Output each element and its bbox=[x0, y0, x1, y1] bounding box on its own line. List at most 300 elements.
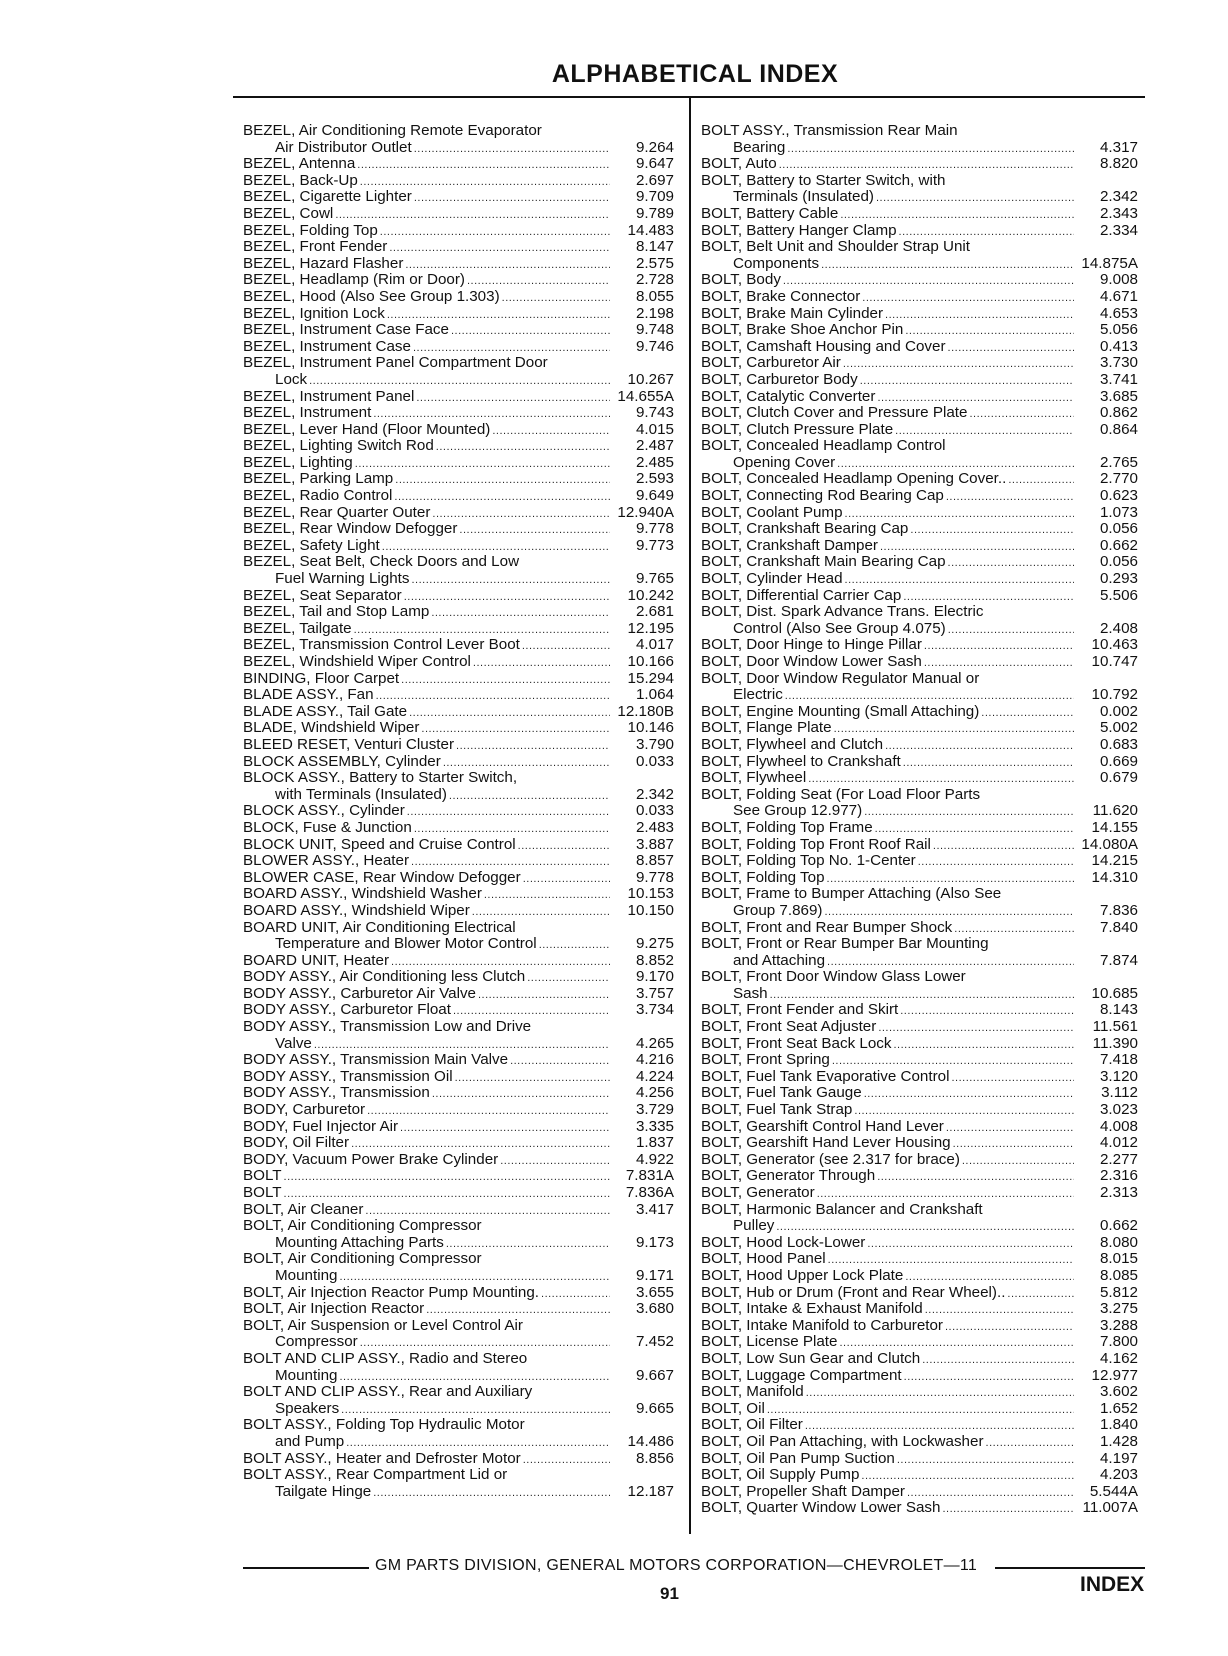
footer-rule-left bbox=[243, 1567, 369, 1569]
entry-name: BOLT, Front Spring bbox=[701, 1051, 830, 1069]
footer-text: GM PARTS DIVISION, GENERAL MOTORS CORPORATION—CHEVROLET—11 bbox=[375, 1557, 978, 1574]
index-entry bbox=[701, 1152, 1138, 1169]
entry-name-continued: Sash bbox=[733, 984, 768, 1002]
index-entry bbox=[701, 438, 1138, 471]
entry-name-continued: with Terminals (Insulated) bbox=[275, 785, 447, 803]
entry-page-ref: 2.277 bbox=[1099, 1150, 1138, 1168]
index-entry bbox=[701, 405, 1138, 422]
index-entry bbox=[701, 604, 1138, 637]
entry-page-ref: 0.056 bbox=[1099, 553, 1138, 571]
entry-page-ref: 3.023 bbox=[1099, 1101, 1138, 1119]
entry-name: BOLT, Carburetor Air bbox=[701, 354, 841, 372]
entry-page-ref: 10.146 bbox=[627, 719, 674, 737]
index-entry bbox=[701, 637, 1138, 654]
entry-page-ref: 2.728 bbox=[635, 271, 674, 289]
entry-page-ref: 2.681 bbox=[635, 603, 674, 621]
column-divider bbox=[689, 97, 691, 1534]
entry-page-ref: 3.757 bbox=[635, 984, 674, 1002]
entry-name: BOLT, Frame to Bumper Attaching (Also See bbox=[701, 885, 1002, 903]
entry-page-ref: 14.310 bbox=[1091, 868, 1138, 886]
index-entry bbox=[701, 372, 1138, 389]
entry-page-ref: 0.669 bbox=[1099, 752, 1138, 770]
entry-page-ref: 1.073 bbox=[1099, 503, 1138, 521]
index-entry bbox=[701, 554, 1138, 571]
index-entry bbox=[243, 1102, 674, 1119]
entry-page-ref: 9.746 bbox=[635, 337, 674, 355]
entry-name: BOLT, Front Seat Adjuster bbox=[701, 1018, 877, 1036]
index-entry bbox=[701, 389, 1138, 406]
entry-name: BOLT bbox=[243, 1167, 282, 1185]
index-entry bbox=[701, 870, 1138, 887]
dot-leader bbox=[455, 1069, 610, 1087]
entry-page-ref: 11.620 bbox=[1092, 802, 1138, 820]
entry-name: BOLT, Clutch Cover and Pressure Plate bbox=[701, 404, 968, 422]
entry-page-ref: 3.655 bbox=[635, 1283, 674, 1301]
entry-page-ref: 10.685 bbox=[1091, 984, 1138, 1002]
entry-page-ref: 2.198 bbox=[635, 304, 674, 322]
dot-leader bbox=[825, 903, 1075, 921]
entry-name: BLOCK ASSY., Cylinder bbox=[243, 802, 405, 820]
entry-page-ref: 8.852 bbox=[635, 951, 674, 969]
dot-leader bbox=[432, 1085, 610, 1103]
entry-name: BOLT, Propeller Shaft Damper bbox=[701, 1482, 905, 1500]
entry-name: BOLT, Front Fender and Skirt bbox=[701, 1001, 899, 1019]
dot-leader bbox=[346, 1434, 610, 1452]
entry-name: BEZEL, Folding Top bbox=[243, 221, 378, 239]
dot-leader bbox=[431, 604, 610, 622]
dot-leader bbox=[541, 1285, 610, 1303]
entry-name: BOLT, Generator Through bbox=[701, 1167, 876, 1185]
entry-name: BOLT, Carburetor Body bbox=[701, 370, 858, 388]
entry-name-continued: Group 7.869) bbox=[733, 901, 823, 919]
dot-leader bbox=[854, 1102, 1074, 1120]
entry-name: BLOCK, Fuse & Junction bbox=[243, 818, 412, 836]
entry-page-ref: 7.836 bbox=[1099, 901, 1138, 919]
entry-name-continued: Electric bbox=[733, 686, 783, 704]
entry-name: BEZEL, Headlamp (Rim or Door) bbox=[243, 271, 465, 289]
entry-name: BODY ASSY., Transmission Oil bbox=[243, 1067, 453, 1085]
index-entry bbox=[243, 223, 674, 240]
entry-name: BODY, Oil Filter bbox=[243, 1134, 350, 1152]
entry-name: BINDING, Floor Carpet bbox=[243, 669, 400, 687]
entry-page-ref: 2.487 bbox=[635, 437, 674, 455]
entry-name: BOLT, Hood Lock-Lower bbox=[701, 1233, 866, 1251]
entry-name: BOLT, Folding Seat (For Load Floor Parts bbox=[701, 785, 981, 803]
index-entry bbox=[243, 322, 674, 339]
entry-name: BOLT, Fuel Tank Evaporative Control bbox=[701, 1067, 950, 1085]
entry-page-ref: 2.485 bbox=[635, 453, 674, 471]
entry-page-ref: 5.506 bbox=[1099, 586, 1138, 604]
entry-name: BOLT, Folding Top No. 1-Center bbox=[701, 852, 916, 870]
entry-name: BOLT, Gearshift Control Hand Lever bbox=[701, 1117, 944, 1135]
index-entry bbox=[701, 422, 1138, 439]
dot-leader bbox=[416, 389, 610, 407]
index-entry bbox=[243, 488, 674, 505]
dot-leader bbox=[1008, 471, 1074, 489]
entry-name: BEZEL, Front Fender bbox=[243, 238, 388, 256]
index-entry bbox=[701, 1268, 1138, 1285]
entry-name: BOLT, Connecting Rod Bearing Cap bbox=[701, 487, 944, 505]
entry-name-continued: Compressor bbox=[275, 1333, 358, 1351]
index-entry bbox=[243, 886, 674, 903]
entry-name: BEZEL, Instrument Panel Compartment Door bbox=[243, 354, 548, 372]
entry-page-ref: 0.662 bbox=[1099, 1217, 1138, 1235]
entry-name: BOLT, Oil Filter bbox=[701, 1416, 803, 1434]
index-entry bbox=[701, 289, 1138, 306]
index-entry bbox=[701, 754, 1138, 771]
entry-name: BOLT, Door Window Lower Sash bbox=[701, 653, 922, 670]
entry-page-ref: 11.561 bbox=[1092, 1018, 1138, 1036]
dot-leader bbox=[843, 355, 1074, 373]
index-entry bbox=[243, 1119, 674, 1136]
entry-name: BOLT, Generator bbox=[701, 1184, 815, 1201]
index-entry bbox=[701, 1285, 1138, 1302]
entry-name: BEZEL, Tail and Stop Lamp bbox=[243, 603, 430, 621]
index-entry bbox=[243, 903, 674, 920]
entry-name: BODY ASSY., Transmission bbox=[243, 1084, 430, 1102]
dot-leader bbox=[478, 986, 610, 1004]
entry-page-ref: 4.197 bbox=[1099, 1449, 1138, 1467]
index-entry bbox=[701, 488, 1138, 505]
index-entry bbox=[243, 588, 674, 605]
index-entry bbox=[701, 1002, 1138, 1019]
dot-leader bbox=[380, 223, 610, 241]
entry-name: BOLT, Low Sun Gear and Clutch bbox=[701, 1349, 921, 1367]
entry-name: BOLT, License Plate bbox=[701, 1333, 838, 1351]
dot-leader bbox=[367, 1102, 610, 1120]
entry-page-ref: 10.792 bbox=[1091, 686, 1138, 704]
dot-leader bbox=[864, 1085, 1074, 1103]
entry-page-ref: 7.831A bbox=[625, 1167, 674, 1185]
entry-name: BEZEL, Lighting Switch Rod bbox=[243, 437, 434, 455]
index-entry bbox=[701, 505, 1138, 522]
entry-page-ref: 14.875A bbox=[1081, 254, 1138, 272]
index-entry bbox=[243, 803, 674, 820]
dot-leader bbox=[284, 1168, 610, 1186]
dot-leader bbox=[373, 1484, 610, 1502]
entry-page-ref: 4.216 bbox=[635, 1051, 674, 1069]
entry-page-ref: 0.056 bbox=[1099, 520, 1138, 538]
index-entry bbox=[701, 886, 1138, 919]
entry-page-ref: 9.275 bbox=[635, 935, 674, 953]
entry-page-ref: 9.709 bbox=[635, 188, 674, 206]
index-entry bbox=[243, 621, 674, 638]
entry-name: BOLT, Brake Main Cylinder bbox=[701, 304, 884, 322]
index-entry bbox=[701, 173, 1138, 206]
entry-name: BOLT, Air Cleaner bbox=[243, 1200, 364, 1218]
entry-page-ref: 0.683 bbox=[1099, 735, 1138, 753]
entry-name: BOLT, Manifold bbox=[701, 1383, 804, 1401]
entry-name: BOLT, Hood Upper Lock Plate bbox=[701, 1266, 904, 1284]
entry-page-ref: 8.055 bbox=[635, 287, 674, 305]
dot-leader bbox=[523, 870, 610, 888]
index-entry bbox=[701, 538, 1138, 555]
entry-page-ref: 2.313 bbox=[1099, 1184, 1138, 1201]
entry-name: BEZEL, Cigarette Lighter bbox=[243, 188, 412, 206]
entry-page-ref: 10.267 bbox=[627, 370, 674, 388]
entry-page-ref: 4.265 bbox=[635, 1034, 674, 1052]
entry-name: BODY, Fuel Injector Air bbox=[243, 1117, 399, 1135]
dot-leader bbox=[510, 1052, 610, 1070]
entry-page-ref: 12.180B bbox=[617, 702, 674, 720]
entry-name-continued: Pulley bbox=[733, 1217, 775, 1235]
dot-leader bbox=[951, 1069, 1074, 1087]
index-entry bbox=[701, 1102, 1138, 1119]
entry-page-ref: 7.452 bbox=[635, 1333, 674, 1351]
entry-page-ref: 1.840 bbox=[1099, 1416, 1138, 1434]
index-entry bbox=[701, 1135, 1138, 1152]
dot-leader bbox=[414, 189, 610, 207]
entry-page-ref: 8.015 bbox=[1099, 1250, 1138, 1268]
dot-leader bbox=[787, 140, 1074, 158]
index-entry bbox=[243, 920, 674, 953]
index-entry bbox=[701, 571, 1138, 588]
entry-page-ref: 2.316 bbox=[1099, 1167, 1138, 1185]
entry-name: BOLT, Luggage Compartment bbox=[701, 1366, 902, 1384]
index-entry bbox=[243, 1185, 674, 1202]
dot-leader bbox=[395, 471, 610, 489]
entry-page-ref: 1.652 bbox=[1099, 1399, 1138, 1417]
index-entry bbox=[243, 986, 674, 1003]
entry-page-ref: 11.390 bbox=[1092, 1034, 1138, 1052]
entry-page-ref: 2.697 bbox=[635, 171, 674, 189]
entry-name: BOARD UNIT, Air Conditioning Electrical bbox=[243, 918, 516, 936]
index-entry bbox=[701, 223, 1138, 240]
entry-page-ref: 3.887 bbox=[635, 835, 674, 853]
index-entry bbox=[701, 853, 1138, 870]
index-entry bbox=[701, 1334, 1138, 1351]
entry-page-ref: 3.685 bbox=[1099, 387, 1138, 405]
entry-name: BOLT, Intake & Exhaust Manifold bbox=[701, 1300, 923, 1318]
dot-leader bbox=[860, 372, 1074, 390]
dot-leader bbox=[946, 1119, 1074, 1137]
index-entry bbox=[701, 720, 1138, 737]
entry-page-ref: 0.679 bbox=[1099, 769, 1138, 787]
dot-leader bbox=[867, 1235, 1074, 1253]
dot-leader bbox=[309, 372, 610, 390]
index-entry bbox=[701, 1019, 1138, 1036]
entry-page-ref: 7.418 bbox=[1099, 1051, 1138, 1069]
entry-name: BOLT, Auto bbox=[701, 155, 777, 173]
index-entry bbox=[243, 637, 674, 654]
entry-page-ref: 10.242 bbox=[627, 586, 674, 604]
entry-page-ref: 9.647 bbox=[635, 155, 674, 173]
entry-page-ref: 0.864 bbox=[1099, 420, 1138, 438]
entry-page-ref: 3.120 bbox=[1099, 1067, 1138, 1085]
entry-page-ref: 2.575 bbox=[635, 254, 674, 272]
entry-page-ref: 0.293 bbox=[1099, 570, 1138, 588]
entry-name-continued: Tailgate Hinge bbox=[275, 1482, 372, 1500]
entry-name: BODY ASSY., Carburetor Float bbox=[243, 1001, 451, 1019]
dot-leader bbox=[404, 588, 610, 606]
entry-page-ref: 4.653 bbox=[1099, 304, 1138, 322]
entry-name: BOLT, Differential Carrier Cap bbox=[701, 586, 902, 604]
entry-name-continued: Mounting Attaching Parts bbox=[275, 1233, 444, 1251]
index-entry bbox=[243, 455, 674, 472]
index-entry bbox=[243, 272, 674, 289]
entry-page-ref: 3.729 bbox=[635, 1101, 674, 1119]
entry-name-continued: Valve bbox=[275, 1034, 312, 1052]
entry-page-ref: 2.765 bbox=[1099, 453, 1138, 471]
entry-name: BOLT, Concealed Headlamp Control bbox=[701, 437, 946, 455]
entry-name: BOLT, Brake Connector bbox=[701, 287, 861, 305]
entry-name-continued: Air Distributor Outlet bbox=[275, 138, 412, 156]
index-entry bbox=[701, 737, 1138, 754]
entry-name: BOLT, Engine Mounting (Small Attaching) bbox=[701, 702, 980, 720]
index-entry bbox=[701, 306, 1138, 323]
index-entry bbox=[701, 1251, 1138, 1268]
index-entry bbox=[243, 306, 674, 323]
index-entry bbox=[701, 1434, 1138, 1451]
index-entry bbox=[243, 1285, 674, 1302]
entry-name: BLOCK UNIT, Speed and Cruise Control bbox=[243, 835, 516, 853]
index-entry bbox=[243, 1301, 674, 1318]
entry-page-ref: 14.080A bbox=[1081, 835, 1138, 853]
entry-name: BOLT, Air Conditioning Compressor bbox=[243, 1250, 482, 1268]
entry-page-ref: 2.334 bbox=[1099, 221, 1138, 239]
entry-page-ref: 10.166 bbox=[627, 653, 674, 670]
entry-page-ref: 10.463 bbox=[1091, 636, 1138, 654]
dot-leader bbox=[456, 737, 610, 755]
page-title: ALPHABETICAL INDEX bbox=[551, 60, 839, 88]
entry-name: BOLT, Hood Panel bbox=[701, 1250, 826, 1268]
entry-page-ref: 9.667 bbox=[635, 1366, 674, 1384]
index-entry bbox=[701, 1235, 1138, 1252]
index-entry bbox=[243, 156, 674, 173]
entry-page-ref: 7.800 bbox=[1099, 1333, 1138, 1351]
entry-page-ref: 7.836A bbox=[625, 1184, 674, 1201]
entry-page-ref: 3.417 bbox=[635, 1200, 674, 1218]
dot-leader bbox=[339, 1268, 610, 1286]
index-entry bbox=[243, 339, 674, 356]
entry-name: BOLT, Crankshaft Main Bearing Cap bbox=[701, 553, 946, 571]
index-entry bbox=[243, 604, 674, 621]
dot-leader bbox=[845, 571, 1074, 589]
entry-name: BODY ASSY., Transmission Low and Drive bbox=[243, 1018, 532, 1036]
entry-page-ref: 8.080 bbox=[1099, 1233, 1138, 1251]
entry-page-ref: 8.085 bbox=[1099, 1266, 1138, 1284]
entry-name: BOLT, Flywheel bbox=[701, 769, 807, 787]
entry-page-ref: 4.256 bbox=[635, 1084, 674, 1102]
index-entry bbox=[243, 1019, 674, 1052]
entry-name: BEZEL, Radio Control bbox=[243, 487, 393, 505]
entry-page-ref: 9.743 bbox=[635, 404, 674, 422]
dot-leader bbox=[472, 903, 610, 921]
index-entry bbox=[243, 554, 674, 587]
entry-name-continued: Terminals (Insulated) bbox=[733, 188, 874, 206]
entry-name: BOLT, Flywheel to Crankshaft bbox=[701, 752, 901, 770]
entry-name: BOLT, Battery to Starter Switch, with bbox=[701, 171, 946, 189]
entry-page-ref: 11.007A bbox=[1082, 1499, 1138, 1517]
entry-page-ref: 7.874 bbox=[1099, 951, 1138, 969]
index-entry bbox=[243, 671, 674, 688]
dot-leader bbox=[817, 1185, 1074, 1203]
dot-leader bbox=[864, 803, 1074, 821]
entry-page-ref: 0.623 bbox=[1099, 487, 1138, 505]
entry-page-ref: 4.922 bbox=[635, 1150, 674, 1168]
entry-page-ref: 10.150 bbox=[627, 901, 674, 919]
entry-name: BOLT, Dist. Spark Advance Trans. Electric bbox=[701, 603, 984, 621]
index-entry bbox=[243, 256, 674, 273]
entry-page-ref: 4.203 bbox=[1099, 1466, 1138, 1484]
entry-name-continued: Bearing bbox=[733, 138, 786, 156]
dot-leader bbox=[539, 936, 610, 954]
entry-name: BOLT, Air Injection Reactor bbox=[243, 1300, 425, 1318]
entry-page-ref: 4.162 bbox=[1099, 1349, 1138, 1367]
entry-page-ref: 12.940A bbox=[617, 503, 674, 521]
entry-name: BLADE ASSY., Fan bbox=[243, 686, 374, 704]
entry-name: BOLT, Front and Rear Bumper Shock bbox=[701, 918, 953, 936]
dot-leader bbox=[962, 1152, 1074, 1170]
entry-name: BLADE, Windshield Wiper bbox=[243, 719, 420, 737]
dot-leader bbox=[409, 704, 610, 722]
dot-leader bbox=[885, 737, 1074, 755]
dot-leader bbox=[948, 339, 1074, 357]
entry-name: BEZEL, Back-Up bbox=[243, 171, 358, 189]
entry-page-ref: 9.778 bbox=[635, 868, 674, 886]
entry-name: BOLT, Flange Plate bbox=[701, 719, 832, 737]
dot-leader bbox=[492, 422, 610, 440]
entry-page-ref: 12.195 bbox=[627, 619, 674, 637]
dot-leader bbox=[522, 637, 610, 655]
entry-name: BOLT, Crankshaft Damper bbox=[701, 536, 878, 554]
entry-name: BEZEL, Hood (Also See Group 1.303) bbox=[243, 287, 500, 305]
entry-name: BEZEL, Instrument Panel bbox=[243, 387, 415, 405]
entry-name: BOLT, Door Window Regulator Manual or bbox=[701, 669, 980, 687]
entry-name: BOLT, Door Hinge to Hinge Pillar bbox=[701, 636, 922, 654]
entry-name: BOLT, Battery Cable bbox=[701, 204, 839, 222]
index-entry bbox=[243, 1168, 674, 1185]
dot-leader bbox=[924, 637, 1074, 655]
index-entry bbox=[701, 1467, 1138, 1484]
entry-page-ref: 4.015 bbox=[635, 420, 674, 438]
entry-name: BOLT, Harmonic Balancer and Crankshaft bbox=[701, 1200, 983, 1218]
entry-name: BOLT bbox=[243, 1184, 282, 1201]
entry-name: BODY, Carburetor bbox=[243, 1101, 366, 1119]
index-entry bbox=[701, 1301, 1138, 1318]
entry-name: BOLT, Oil bbox=[701, 1399, 765, 1417]
entry-name: BEZEL, Lever Hand (Floor Mounted) bbox=[243, 420, 491, 438]
index-entry bbox=[701, 322, 1138, 339]
entry-name: BEZEL, Rear Window Defogger bbox=[243, 520, 458, 538]
index-entry bbox=[701, 936, 1138, 969]
index-entry bbox=[701, 272, 1138, 289]
entry-name: BEZEL, Ignition Lock bbox=[243, 304, 385, 322]
index-entry bbox=[243, 1218, 674, 1251]
entry-name: BOLT, Air Conditioning Compressor bbox=[243, 1217, 482, 1235]
entry-name: BOLT, Air Suspension or Level Control Air bbox=[243, 1316, 523, 1334]
entry-name: BOLT, Brake Shoe Anchor Pin bbox=[701, 321, 904, 339]
dot-leader bbox=[876, 189, 1074, 207]
index-entry bbox=[243, 704, 674, 721]
index-entry bbox=[701, 1202, 1138, 1235]
entry-name-continued: Mounting bbox=[275, 1366, 338, 1384]
entry-name: BLOCK ASSEMBLY, Cylinder bbox=[243, 752, 441, 770]
entry-page-ref: 9.171 bbox=[635, 1266, 674, 1284]
dot-leader bbox=[862, 289, 1074, 307]
entry-name: BOLT, Fuel Tank Gauge bbox=[701, 1084, 862, 1102]
dot-leader bbox=[523, 1451, 610, 1469]
dot-leader bbox=[436, 438, 610, 456]
entry-page-ref: 0.862 bbox=[1099, 404, 1138, 422]
entry-name-continued: Lock bbox=[275, 370, 308, 388]
entry-page-ref: 9.173 bbox=[635, 1233, 674, 1251]
entry-page-ref: 9.773 bbox=[635, 536, 674, 554]
index-entry bbox=[243, 720, 674, 737]
entry-name: BODY ASSY., Transmission Main Valve bbox=[243, 1051, 509, 1069]
entry-name: BOLT, Front or Rear Bumper Bar Mounting bbox=[701, 935, 989, 953]
entry-page-ref: 9.765 bbox=[635, 570, 674, 588]
